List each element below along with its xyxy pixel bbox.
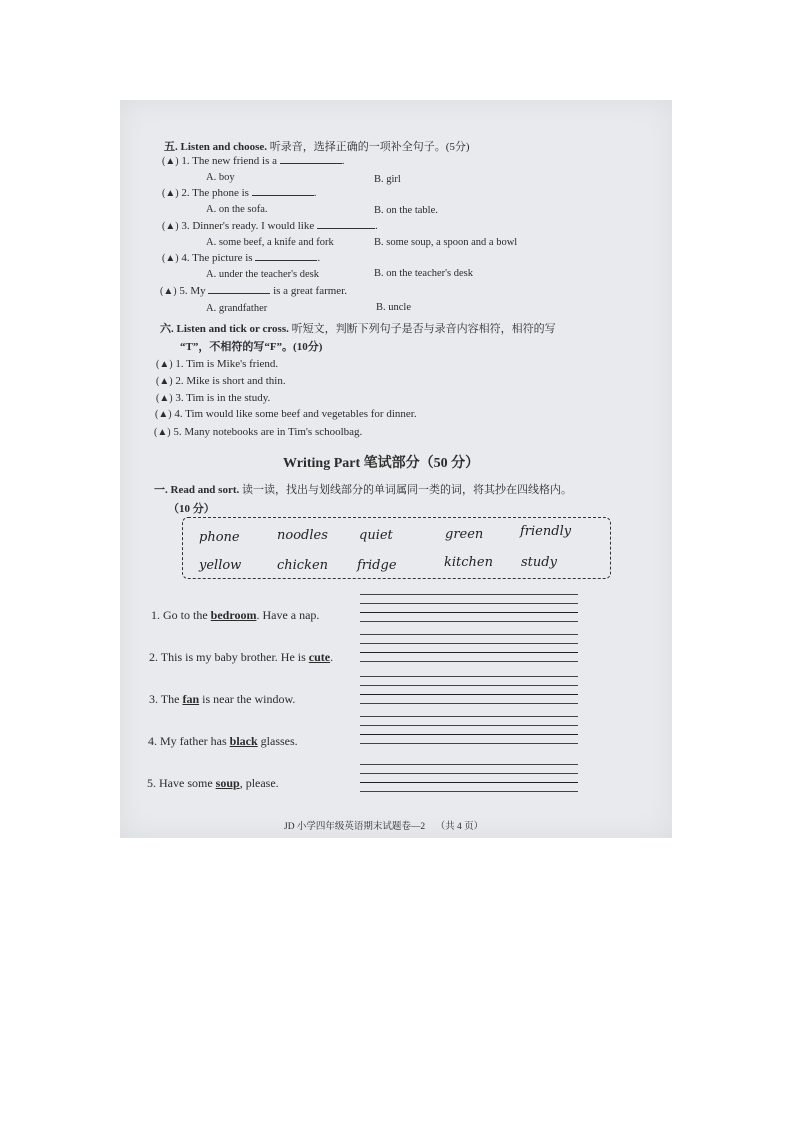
word-bank-word: chicken [277, 558, 329, 573]
four-line-grid[interactable] [360, 594, 578, 624]
word-bank-word: fridge [357, 558, 397, 573]
word-bank-word: phone [199, 530, 240, 545]
s5-q2-option-b: B. on the table. [374, 205, 438, 216]
sentence-text: 2. This is my baby brother. He is [149, 650, 306, 664]
sort-sentence-2 [149, 650, 333, 665]
writing-section1-heading [154, 481, 572, 497]
answer-blank[interactable] [252, 194, 314, 196]
s6-item-5 [154, 426, 362, 438]
question-text-end: . [317, 252, 321, 264]
answer-blank[interactable] [280, 162, 342, 164]
s5-question-4 [162, 252, 320, 264]
writing-title-en: Writing Part [283, 456, 361, 471]
answer-mark: (▲) [155, 409, 172, 420]
word-bank-word: study [521, 555, 557, 570]
section6-title: 六. Listen and tick or cross. [160, 323, 289, 335]
answer-mark: (▲) [162, 156, 179, 167]
word-bank-word: yellow [199, 558, 242, 573]
answer-mark: (▲) [154, 427, 171, 438]
section6-instruction: 听短文，判断下列句子是否与录音内容相符，相符的写 [291, 323, 556, 335]
s5-q4-option-a: A. under the teacher's desk [206, 269, 319, 280]
s5-q5-option-a: A. grandfather [206, 303, 268, 314]
writing-section1-title: 一. Read and sort. [154, 484, 240, 496]
four-line-grid[interactable] [360, 716, 578, 746]
sentence-text-end: . [330, 650, 334, 664]
s5-q2-option-a: A. on the sofa. [206, 204, 268, 215]
answer-mark: (▲) [162, 253, 179, 264]
sentence-text-end: is near the window. [202, 692, 296, 706]
writing-section1-instruction: 读一读，找出与划线部分的单词属同一类的词，将其抄在四线格内。 [242, 484, 573, 496]
s5-q3-option-b: B. some soup, a spoon and a bowl [374, 237, 518, 248]
answer-mark: (▲) [156, 359, 173, 370]
four-line-grid[interactable] [360, 634, 578, 664]
exam-page [120, 100, 672, 838]
answer-blank[interactable] [255, 259, 317, 261]
question-text-end: . [341, 155, 345, 167]
item-text: 5. Many notebooks are in Tim's schoolbag. [173, 426, 363, 438]
question-text: 5. My [179, 285, 206, 297]
s5-q1-option-b: B. girl [374, 174, 401, 185]
item-text: 1. Tim is Mike's friend. [175, 358, 279, 370]
word-bank-word: green [445, 527, 484, 542]
s5-question-5 [160, 285, 347, 297]
answer-mark: (▲) [162, 188, 179, 199]
sentence-text: 4. My father has [148, 734, 227, 748]
question-text-end: . [375, 220, 378, 232]
section5-instruction: 听录音，选择正确的一项补全句子。(5分) [269, 141, 470, 153]
question-text: 3. Dinner's ready. I would like [181, 220, 315, 232]
answer-mark: (▲) [162, 221, 179, 232]
sentence-text: 3. The [149, 692, 180, 706]
four-line-grid[interactable] [360, 676, 578, 706]
footer-page-count: （共 4 页） [435, 822, 484, 832]
page-footer [284, 818, 483, 832]
answer-mark: (▲) [156, 376, 173, 387]
word-bank-word: noodles [277, 528, 328, 543]
s6-item-1 [156, 358, 278, 370]
underlined-keyword: cute [308, 650, 331, 664]
word-bank-word: quiet [359, 528, 393, 543]
section6-instruction-line2: “T”，不相符的写“F”。(10分) [180, 341, 323, 353]
underlined-keyword: bedroom [210, 608, 257, 622]
section6-heading [160, 320, 556, 336]
sentence-text-end: , please. [239, 776, 279, 790]
sort-sentence-3 [149, 692, 295, 707]
writing-part-title [283, 452, 479, 472]
sort-sentence-4 [148, 734, 298, 749]
s5-q3-option-a: A. some beef, a knife and fork [206, 237, 334, 248]
s5-question-1 [162, 155, 345, 167]
word-bank-box [182, 517, 611, 579]
writing-section1-points: （10 分） [168, 503, 215, 515]
s6-item-3 [156, 392, 270, 404]
answer-mark: (▲) [156, 393, 173, 404]
s5-question-3 [162, 220, 378, 232]
question-text: 4. The picture is [181, 252, 253, 264]
section5-title: 五. Listen and choose. [164, 141, 267, 153]
item-text: 4. Tim would like some beef and vegetables for dinner. [174, 408, 417, 420]
sentence-text-end: . Have a nap. [256, 608, 320, 622]
underlined-keyword: soup [215, 776, 240, 790]
answer-mark: (▲) [160, 286, 177, 297]
sort-sentence-1 [151, 608, 319, 623]
s5-q5-option-b: B. uncle [376, 302, 411, 313]
answer-blank[interactable] [317, 227, 375, 229]
item-text: 3. Tim is in the study. [175, 392, 271, 404]
section5-heading [164, 138, 470, 154]
underlined-keyword: fan [182, 692, 200, 706]
s6-item-2 [156, 375, 286, 387]
s6-item-4 [155, 408, 417, 420]
s5-question-2 [162, 187, 316, 199]
sort-sentence-5 [147, 776, 279, 791]
question-text-end: . [313, 187, 317, 199]
s5-q1-option-a: A. boy [206, 172, 235, 183]
writing-title-cn: 笔试部分（50 分） [363, 456, 480, 471]
sentence-text: 5. Have some [147, 776, 213, 790]
answer-blank[interactable] [208, 292, 270, 294]
underlined-keyword: black [229, 734, 258, 748]
question-text: 1. The new friend is a [181, 155, 278, 167]
item-text: 2. Mike is short and thin. [175, 375, 286, 387]
question-text-end: is a great farmer. [273, 285, 347, 297]
word-bank-word: kitchen [444, 555, 493, 570]
question-text: 2. The phone is [181, 187, 249, 199]
sentence-text-end: glasses. [260, 734, 298, 748]
footer-exam-name: JD 小学四年级英语期末试题卷—2 [284, 822, 426, 832]
s5-q4-option-b: B. on the teacher's desk [374, 268, 473, 279]
word-bank-word: friendly [520, 524, 572, 539]
four-line-grid[interactable] [360, 764, 578, 794]
sentence-text: 1. Go to the [151, 608, 208, 622]
